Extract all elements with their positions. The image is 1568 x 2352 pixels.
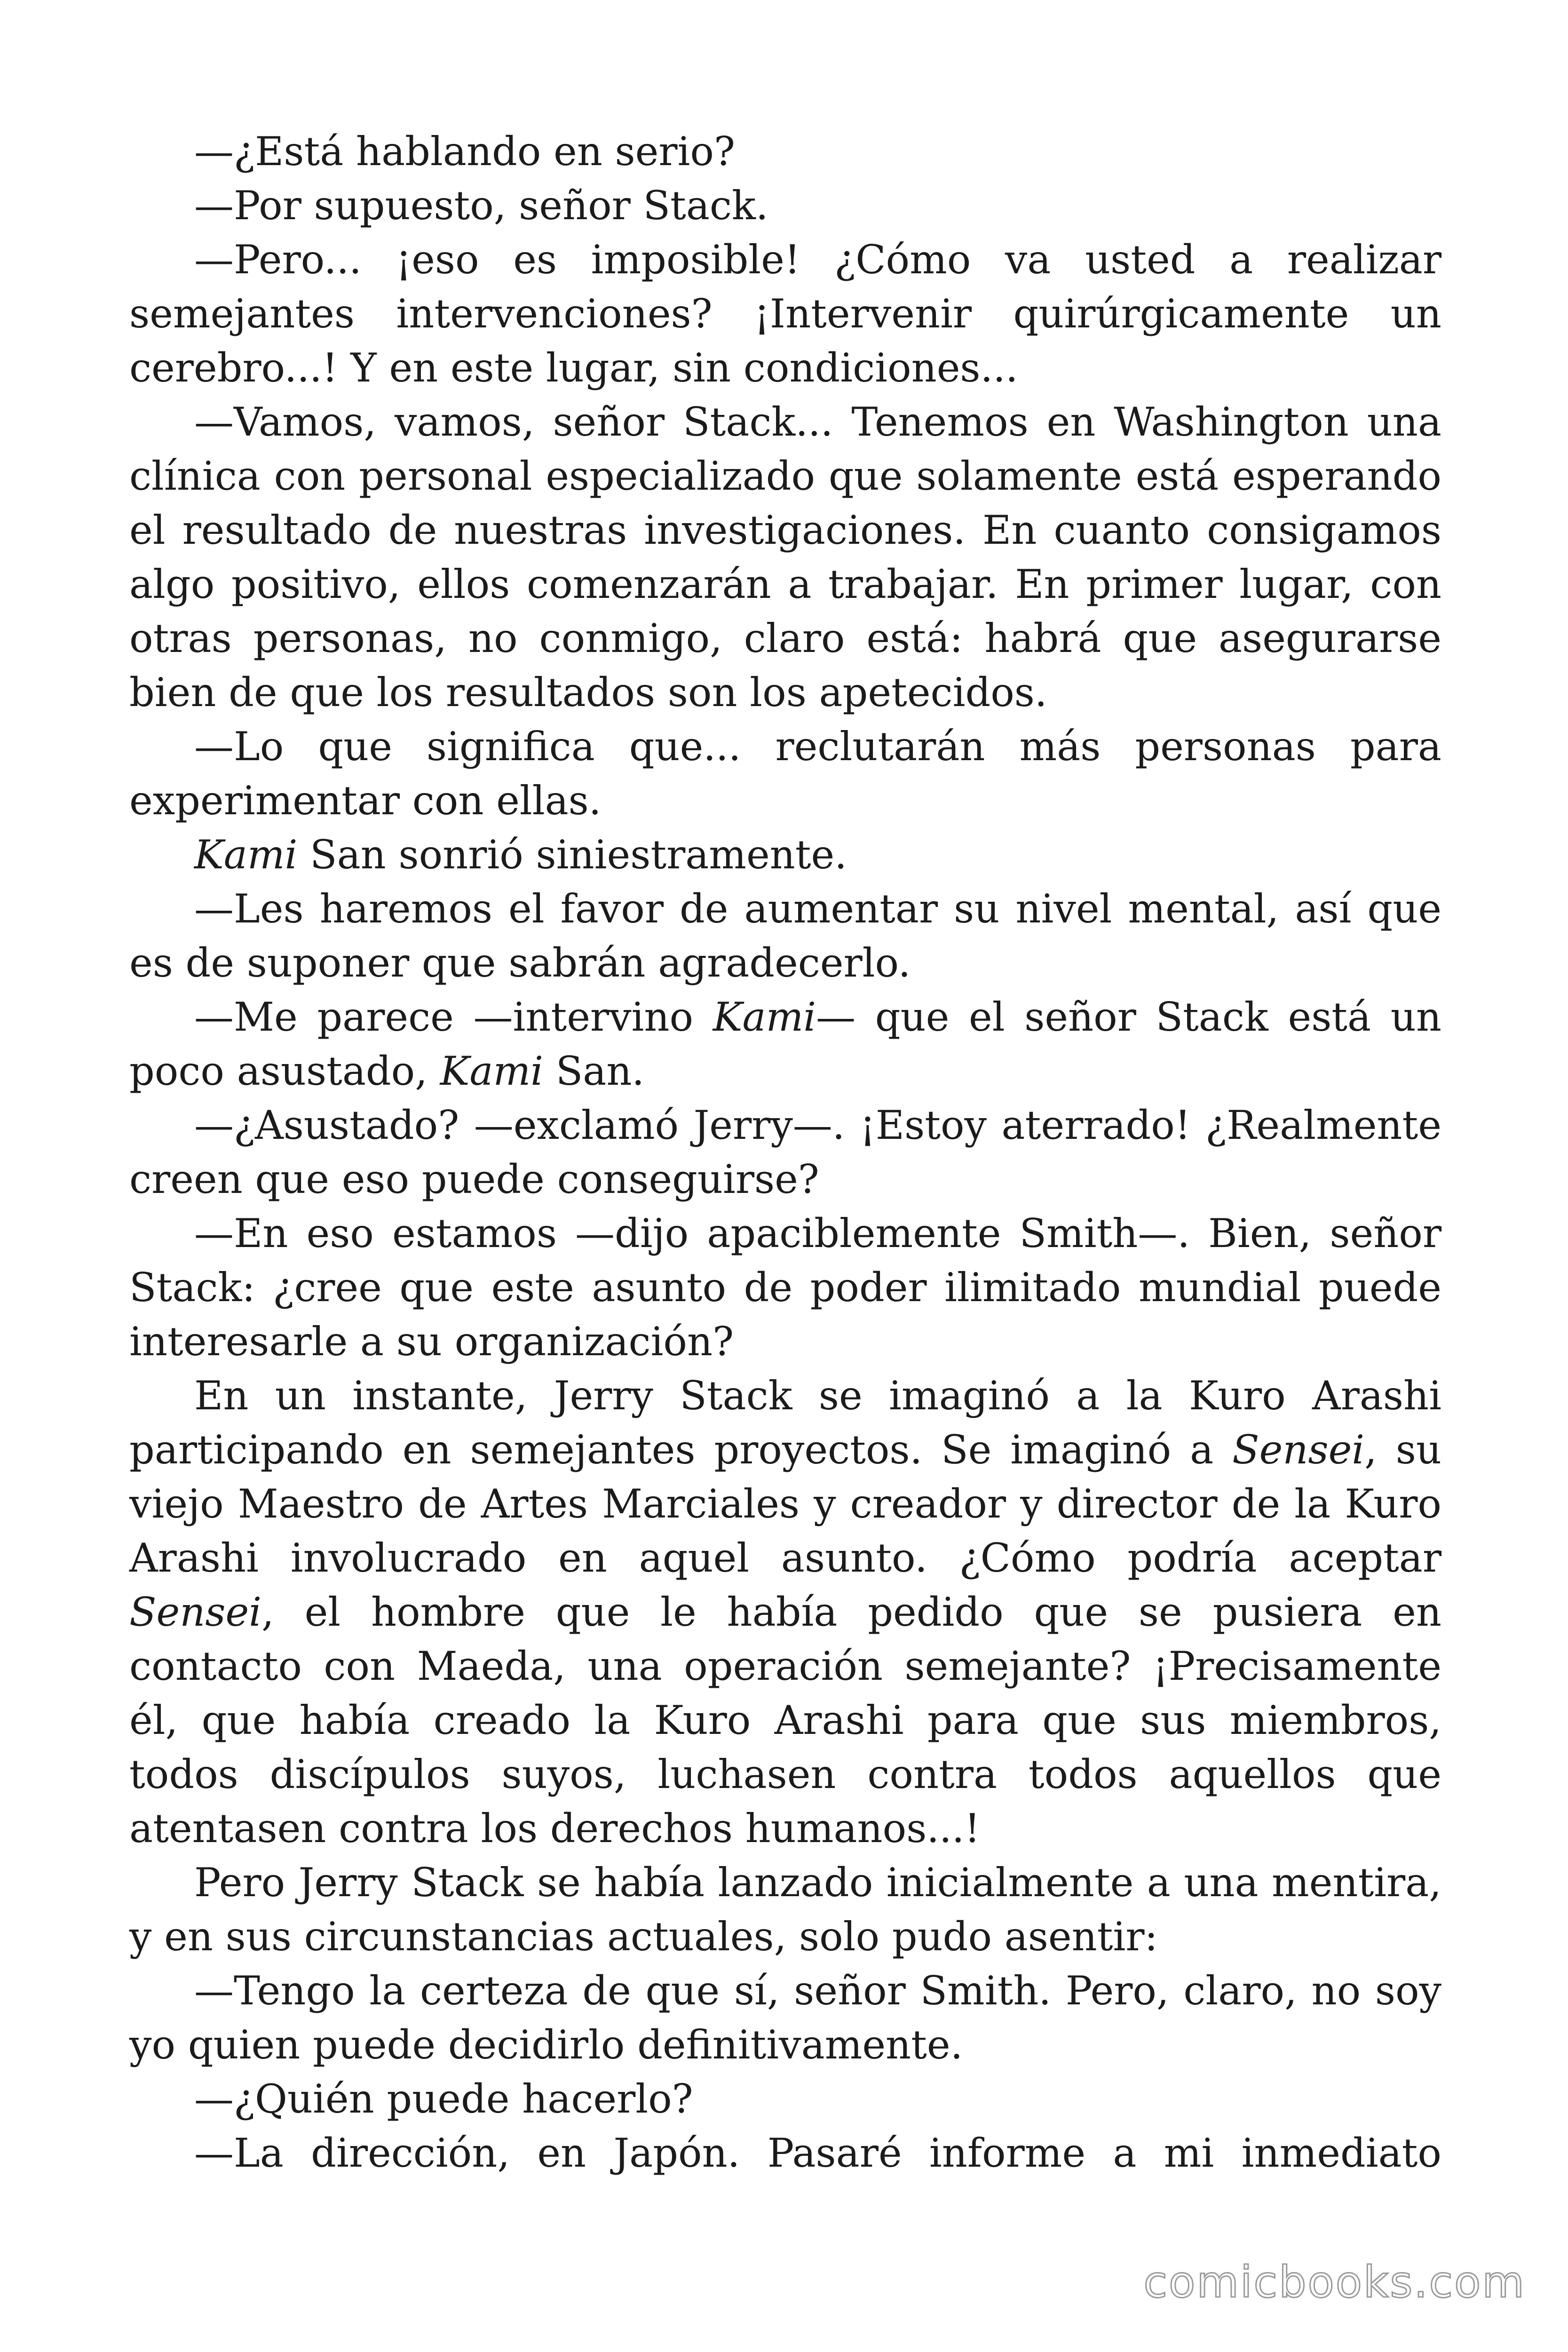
text-segment: San sonrió siniestramente. [297,832,847,878]
paragraph [129,720,1441,828]
italic-text-segment: Kami [713,994,816,1040]
site-watermark: comicbooks.com [1143,2257,1526,2307]
italic-text-segment: Kami [194,832,298,878]
text-segment: —En eso estamos —dijo apaciblemente Smith—. Bien, señor Stack: ¿cree que este asunto de poder ilimitado mundial puede interesarle a su organización? [129,1210,1441,1365]
text-segment: —Tengo la certeza de que sí, señor Smith. Pero, claro, no soy yo quien puede decidirlo definitivamente. [129,1968,1441,2068]
paragraph [129,179,1441,233]
italic-text-segment: Kami [440,1048,543,1094]
text-segment: —Me parece —intervino [194,994,713,1040]
paragraph [129,1369,1441,1856]
paragraph [129,1098,1441,1207]
paragraph [129,2126,1441,2180]
text-segment: — que el señor Stack está un poco asustado, [129,994,1441,1094]
paragraph [129,828,1441,882]
text-segment: , su viejo Maestro de Artes Marciales y creador y director de la Kuro Arashi involucrado en aquel asunto. ¿Cómo podría aceptar [129,1427,1441,1581]
text-segment: —¿Asustado? —exclamó Jerry—. ¡Estoy aterrado! ¿Realmente creen que eso puede conseguirse? [129,1102,1441,1202]
paragraph [129,395,1441,720]
paragraph [129,125,1441,179]
text-segment: —Pero... ¡eso es imposible! ¿Cómo va usted a realizar semejantes intervenciones? ¡Intervenir quirúrgicamente un cerebro...! Y en este lugar, sin condiciones... [129,237,1441,391]
text-segment: —Les haremos el favor de aumentar su nivel mental, así que es de suponer que sabrán agradecerlo. [129,886,1441,986]
text-segment: —¿Quién puede hacerlo? [194,2076,693,2122]
text-segment: En un instante, Jerry Stack se imaginó a la Kuro Arashi participando en semejantes proyectos. Se imaginó a [129,1373,1441,1473]
paragraph [129,882,1441,990]
paragraph [129,1856,1441,1964]
paragraph [129,990,1441,1098]
italic-text-segment: Sensei [1232,1427,1365,1473]
text-segment: Pero Jerry Stack se había lanzado inicialmente a una mentira, y en sus circunstancias actuales, solo pudo asentir: [129,1859,1441,1960]
italic-text-segment: Sensei [129,1589,262,1635]
text-segment: , el hombre que le había pedido que se pusiera en contacto con Maeda, una operación semejante? ¡Precisamente él, que había creado la Kuro Arashi para que sus miembros, todos discípulos suyos, luchasen contra todos aquellos que atentasen contra los derechos humanos...! [129,1589,1441,1851]
text-segment: —Por supuesto, señor Stack. [194,183,768,229]
text-segment: —Vamos, vamos, señor Stack... Tenemos en Washington una clínica con personal especializado que solamente está esperando el resultado de nuestras investigaciones. En cuanto consigamos algo positivo, ellos comenzarán a trabajar. En primer lugar, con otras personas, no conmigo, claro está: habrá que asegurarse bien de que los resultados son los apetecidos. [129,399,1441,715]
text-segment: —La dirección, en Japón. Pasaré informe a mi inmediato [194,2130,1441,2176]
text-segment: San. [543,1048,645,1094]
text-segment: —¿Está hablando en serio? [194,128,735,175]
page-body-text [129,125,1441,2180]
paragraph [129,233,1441,395]
paragraph [129,2072,1441,2126]
text-segment: —Lo que significa que... reclutarán más personas para experimentar con ellas. [129,723,1441,824]
paragraph [129,1964,1441,2072]
paragraph [129,1207,1441,1369]
